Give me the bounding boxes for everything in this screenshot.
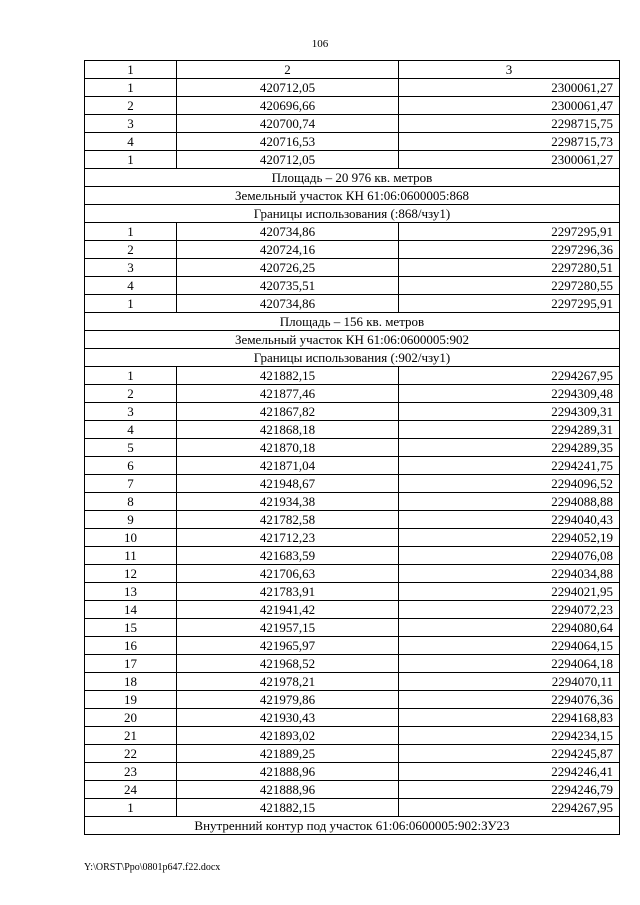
y-coordinate-cell: 2298715,75 (399, 115, 620, 133)
y-coordinate-cell: 2294267,95 (399, 367, 620, 385)
y-coordinate-cell: 2294309,31 (399, 403, 620, 421)
table-row (85, 385, 620, 403)
point-number-cell: 15 (85, 619, 177, 637)
table-row (85, 475, 620, 493)
x-coordinate-cell: 420724,16 (177, 241, 399, 259)
point-number-cell: 13 (85, 583, 177, 601)
y-coordinate-cell: 2294034,88 (399, 565, 620, 583)
x-coordinate-cell: 421888,96 (177, 763, 399, 781)
y-coordinate-cell: 2294040,43 (399, 511, 620, 529)
x-coordinate-cell: 421683,59 (177, 547, 399, 565)
file-path-footer: Y:\ORST\Ppo\0801p647.f22.docx (84, 862, 221, 873)
section-heading-row (85, 169, 620, 187)
table-row (85, 673, 620, 691)
point-number-cell: 14 (85, 601, 177, 619)
x-coordinate-cell: 420716,53 (177, 133, 399, 151)
table-row (85, 781, 620, 799)
x-coordinate-cell: 421965,97 (177, 637, 399, 655)
y-coordinate-cell: 2294168,83 (399, 709, 620, 727)
table-row (85, 439, 620, 457)
x-coordinate-cell: 420734,86 (177, 295, 399, 313)
table-row (85, 727, 620, 745)
x-coordinate-cell: 421783,91 (177, 583, 399, 601)
point-number-cell: 1 (85, 295, 177, 313)
y-coordinate-cell: 2294309,48 (399, 385, 620, 403)
y-coordinate-cell: 2294021,95 (399, 583, 620, 601)
point-number-cell: 2 (85, 385, 177, 403)
y-coordinate-cell: 2300061,27 (399, 151, 620, 169)
table-row (85, 241, 620, 259)
x-coordinate-cell: 421941,42 (177, 601, 399, 619)
table-row (85, 457, 620, 475)
table-row (85, 259, 620, 277)
x-coordinate-cell: 421978,21 (177, 673, 399, 691)
point-number-cell: 6 (85, 457, 177, 475)
point-number-cell: 19 (85, 691, 177, 709)
table-header-row (85, 61, 620, 79)
section-heading-cell: Площадь – 156 кв. метров (85, 313, 620, 331)
section-heading-cell: Земельный участок КН 61:06:0600005:902 (85, 331, 620, 349)
point-number-cell: 4 (85, 421, 177, 439)
x-coordinate-cell: 421888,96 (177, 781, 399, 799)
x-coordinate-cell: 421870,18 (177, 439, 399, 457)
x-coordinate-cell: 420700,74 (177, 115, 399, 133)
point-number-cell: 2 (85, 241, 177, 259)
table-row (85, 511, 620, 529)
table-row (85, 277, 620, 295)
x-coordinate-cell: 421934,38 (177, 493, 399, 511)
table-row (85, 583, 620, 601)
point-number-cell: 2 (85, 97, 177, 115)
table-row (85, 709, 620, 727)
point-number-cell: 1 (85, 223, 177, 241)
coordinates-table-body (85, 61, 620, 835)
table-row (85, 295, 620, 313)
x-coordinate-cell: 421882,15 (177, 367, 399, 385)
y-coordinate-cell: 2300061,27 (399, 79, 620, 97)
y-coordinate-cell: 2300061,47 (399, 97, 620, 115)
point-number-cell: 1 (85, 151, 177, 169)
y-coordinate-cell: 2294267,95 (399, 799, 620, 817)
point-number-cell: 17 (85, 655, 177, 673)
section-heading-row (85, 331, 620, 349)
y-coordinate-cell: 2298715,73 (399, 133, 620, 151)
point-number-cell: 1 (85, 799, 177, 817)
y-coordinate-cell: 2294088,88 (399, 493, 620, 511)
point-number-cell: 7 (85, 475, 177, 493)
table-row (85, 763, 620, 781)
table-row (85, 133, 620, 151)
table-row (85, 619, 620, 637)
point-number-cell: 8 (85, 493, 177, 511)
point-number-cell: 10 (85, 529, 177, 547)
table-row (85, 565, 620, 583)
point-number-cell: 24 (85, 781, 177, 799)
x-coordinate-cell: 421930,43 (177, 709, 399, 727)
x-coordinate-cell: 420726,25 (177, 259, 399, 277)
x-coordinate-cell: 420712,05 (177, 79, 399, 97)
x-coordinate-cell: 421882,15 (177, 799, 399, 817)
x-coordinate-cell: 421968,52 (177, 655, 399, 673)
x-coordinate-cell: 421867,82 (177, 403, 399, 421)
x-coordinate-cell: 421948,67 (177, 475, 399, 493)
header-col-3: 3 (399, 61, 620, 79)
x-coordinate-cell: 420696,66 (177, 97, 399, 115)
header-col-2: 2 (177, 61, 399, 79)
table-row (85, 421, 620, 439)
coordinates-table (84, 60, 620, 835)
point-number-cell: 4 (85, 277, 177, 295)
point-number-cell: 22 (85, 745, 177, 763)
table-row (85, 151, 620, 169)
y-coordinate-cell: 2294289,35 (399, 439, 620, 457)
y-coordinate-cell: 2294234,15 (399, 727, 620, 745)
point-number-cell: 21 (85, 727, 177, 745)
x-coordinate-cell: 421893,02 (177, 727, 399, 745)
y-coordinate-cell: 2294289,31 (399, 421, 620, 439)
table-row (85, 745, 620, 763)
y-coordinate-cell: 2297295,91 (399, 223, 620, 241)
y-coordinate-cell: 2297280,55 (399, 277, 620, 295)
point-number-cell: 11 (85, 547, 177, 565)
y-coordinate-cell: 2294080,64 (399, 619, 620, 637)
section-heading-row (85, 817, 620, 835)
x-coordinate-cell: 421871,04 (177, 457, 399, 475)
point-number-cell: 12 (85, 565, 177, 583)
x-coordinate-cell: 421712,23 (177, 529, 399, 547)
y-coordinate-cell: 2294245,87 (399, 745, 620, 763)
y-coordinate-cell: 2294246,41 (399, 763, 620, 781)
point-number-cell: 23 (85, 763, 177, 781)
page-number: 106 (311, 38, 329, 50)
table-row (85, 637, 620, 655)
y-coordinate-cell: 2294052,19 (399, 529, 620, 547)
y-coordinate-cell: 2294241,75 (399, 457, 620, 475)
x-coordinate-cell: 421877,46 (177, 385, 399, 403)
section-heading-cell: Земельный участок КН 61:06:0600005:868 (85, 187, 620, 205)
section-heading-cell: Границы использования (:902/чзу1) (85, 349, 620, 367)
point-number-cell: 1 (85, 367, 177, 385)
point-number-cell: 18 (85, 673, 177, 691)
table-row (85, 601, 620, 619)
x-coordinate-cell: 421889,25 (177, 745, 399, 763)
header-col-1: 1 (85, 61, 177, 79)
y-coordinate-cell: 2294246,79 (399, 781, 620, 799)
x-coordinate-cell: 421979,86 (177, 691, 399, 709)
point-number-cell: 9 (85, 511, 177, 529)
table-row (85, 403, 620, 421)
x-coordinate-cell: 421868,18 (177, 421, 399, 439)
x-coordinate-cell: 420734,86 (177, 223, 399, 241)
table-row (85, 799, 620, 817)
table-row (85, 691, 620, 709)
point-number-cell: 3 (85, 403, 177, 421)
y-coordinate-cell: 2294072,23 (399, 601, 620, 619)
table-row (85, 547, 620, 565)
table-row (85, 367, 620, 385)
point-number-cell: 3 (85, 259, 177, 277)
table-row (85, 655, 620, 673)
table-row (85, 223, 620, 241)
y-coordinate-cell: 2294064,18 (399, 655, 620, 673)
x-coordinate-cell: 420735,51 (177, 277, 399, 295)
table-row (85, 493, 620, 511)
point-number-cell: 1 (85, 79, 177, 97)
point-number-cell: 3 (85, 115, 177, 133)
table-row (85, 79, 620, 97)
section-heading-row (85, 205, 620, 223)
section-heading-cell: Площадь – 20 976 кв. метров (85, 169, 620, 187)
section-heading-row (85, 187, 620, 205)
table-row (85, 115, 620, 133)
section-heading-cell: Внутренний контур под участок 61:06:0600005:902:ЗУ23 (85, 817, 620, 835)
point-number-cell: 4 (85, 133, 177, 151)
y-coordinate-cell: 2294076,36 (399, 691, 620, 709)
point-number-cell: 20 (85, 709, 177, 727)
point-number-cell: 5 (85, 439, 177, 457)
y-coordinate-cell: 2294076,08 (399, 547, 620, 565)
table-row (85, 97, 620, 115)
x-coordinate-cell: 420712,05 (177, 151, 399, 169)
y-coordinate-cell: 2297296,36 (399, 241, 620, 259)
table-row (85, 529, 620, 547)
x-coordinate-cell: 421706,63 (177, 565, 399, 583)
y-coordinate-cell: 2297295,91 (399, 295, 620, 313)
section-heading-row (85, 349, 620, 367)
y-coordinate-cell: 2294070,11 (399, 673, 620, 691)
x-coordinate-cell: 421782,58 (177, 511, 399, 529)
y-coordinate-cell: 2297280,51 (399, 259, 620, 277)
y-coordinate-cell: 2294064,15 (399, 637, 620, 655)
x-coordinate-cell: 421957,15 (177, 619, 399, 637)
section-heading-cell: Границы использования (:868/чзу1) (85, 205, 620, 223)
section-heading-row (85, 313, 620, 331)
y-coordinate-cell: 2294096,52 (399, 475, 620, 493)
point-number-cell: 16 (85, 637, 177, 655)
